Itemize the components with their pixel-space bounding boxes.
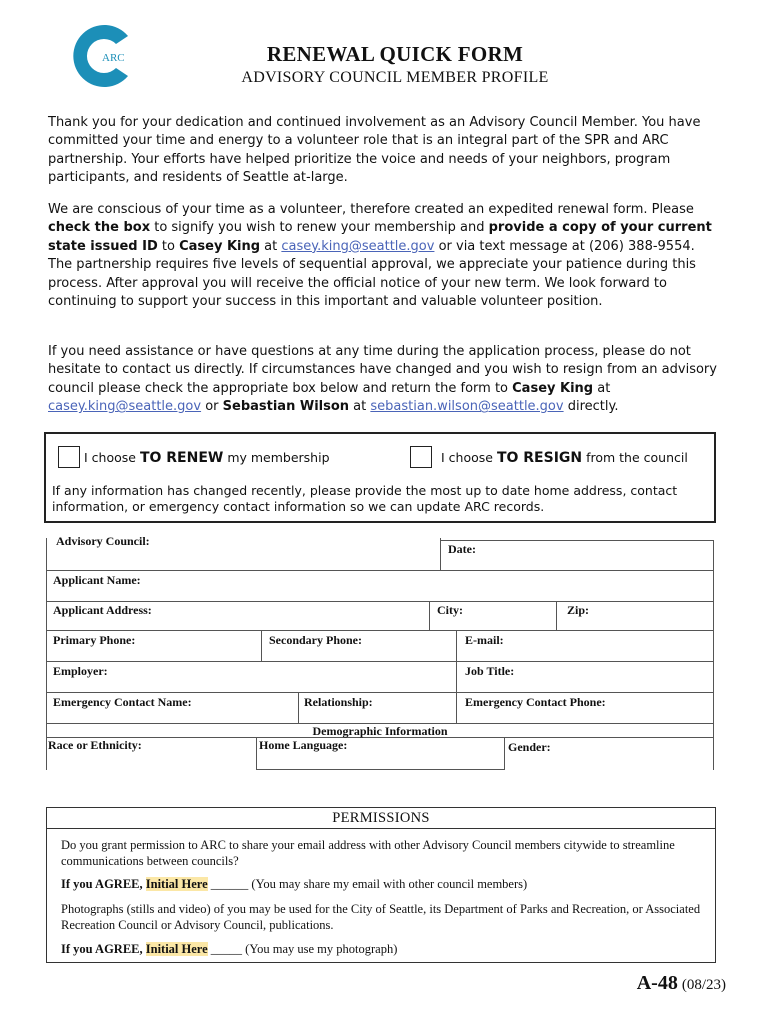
relationship-field[interactable]: Relationship: [304, 695, 373, 709]
arc-logo-text: ARC [102, 52, 125, 64]
date-field[interactable]: Date: [448, 542, 476, 556]
photo-permission-initial[interactable]: If you AGREE, Initial Here _____ (You may use my photograph) [61, 942, 398, 956]
applicant-address-field[interactable]: Applicant Address: [53, 603, 152, 617]
email-field[interactable]: E-mail: [465, 633, 504, 647]
gender-field[interactable]: Gender: [508, 740, 551, 754]
intro-paragraph-3: If you need assistance or have questions at any time during the application process, please do not hesitate to contact us directly. If circumstances have changed and you wish to resign from an advisory council please check the appropriate box below and return the form to Casey King at casey.king@seattle.gov or Sebastian Wilson at sebastian.wilson@seattle.gov directly. [48, 344, 717, 415]
casey-email-link[interactable]: casey.king@seattle.gov [281, 238, 435, 254]
resign-label: I choose TO RESIGN from the council [441, 450, 688, 466]
applicant-name-field[interactable]: Applicant Name: [53, 573, 141, 587]
emergency-contact-phone-field[interactable]: Emergency Contact Phone: [465, 695, 606, 709]
emergency-contact-name-field[interactable]: Emergency Contact Name: [53, 695, 192, 709]
photo-permission-question: Photographs (stills and video) of you may be used for the City of Seattle, its Department of Parks and Recreation, or Associated Recreation Council or Advisory Council, publications. [61, 902, 701, 932]
intro-paragraph-2: We are conscious of your time as a volunteer, therefore created an expedited renewal form. Please check the box to signify you wish to renew your membership and provide a copy of your current state issued ID to Casey King at casey.king@seattle.gov or via text message at (206) 388-9554. The partnership requires five levels of sequential approval, we appreciate your patience during this process. After approval you will receive the official notice of your new term. We look forward to continuing to support your success in this important and valuable volunteer position. [48, 202, 712, 310]
renew-resign-section [44, 432, 716, 523]
renew-checkbox[interactable] [58, 446, 80, 468]
update-info-note: If any information has changed recently, please provide the most up to date home address, contact information, or emergency contact information so we can update ARC records. [52, 483, 678, 514]
member-info-form [46, 534, 714, 770]
form-title: RENEWAL QUICK FORM [266, 42, 524, 66]
arc-logo [62, 22, 138, 90]
zip-field[interactable]: Zip: [567, 603, 590, 617]
renew-label: I choose TO RENEW my membership [84, 450, 330, 466]
advisory-council-field[interactable]: Advisory Council: [56, 534, 150, 548]
sebastian-email-link[interactable]: sebastian.wilson@seattle.gov [370, 399, 564, 415]
demographic-heading: Demographic Information [312, 724, 448, 738]
form-code: A-48 (08/23) [636, 972, 726, 994]
job-title-field[interactable]: Job Title: [465, 664, 515, 678]
primary-phone-field[interactable]: Primary Phone: [53, 633, 136, 647]
email-permission-question: Do you grant permission to ARC to share your email address with other Advisory Council members citywide to streamline communications between councils? [61, 838, 675, 868]
resign-checkbox[interactable] [410, 446, 432, 468]
email-permission-initial[interactable]: If you AGREE, Initial Here ______ (You may share my email with other council members) [61, 877, 528, 891]
permissions-heading: PERMISSIONS [47, 808, 715, 829]
employer-field[interactable]: Employer: [53, 664, 108, 678]
intro-paragraph-1: Thank you for your dedication and continued involvement as an Advisory Council Member. You have committed your time and energy to a volunteer role that is an integral part of the SPR and ARC partnership. Your efforts have helped prioritize the voice and needs of your neighbors, program participants, and residents of Seattle at-large. [48, 115, 701, 186]
permissions-section [46, 807, 716, 963]
secondary-phone-field[interactable]: Secondary Phone: [269, 633, 362, 647]
race-ethnicity-field[interactable]: Race or Ethnicity: [48, 738, 142, 752]
casey-email-link-2[interactable]: casey.king@seattle.gov [48, 399, 202, 415]
city-field[interactable]: City: [437, 603, 463, 617]
home-language-field[interactable]: Home Language: [259, 738, 348, 752]
form-subtitle: ADVISORY COUNCIL MEMBER PROFILE [241, 69, 549, 86]
